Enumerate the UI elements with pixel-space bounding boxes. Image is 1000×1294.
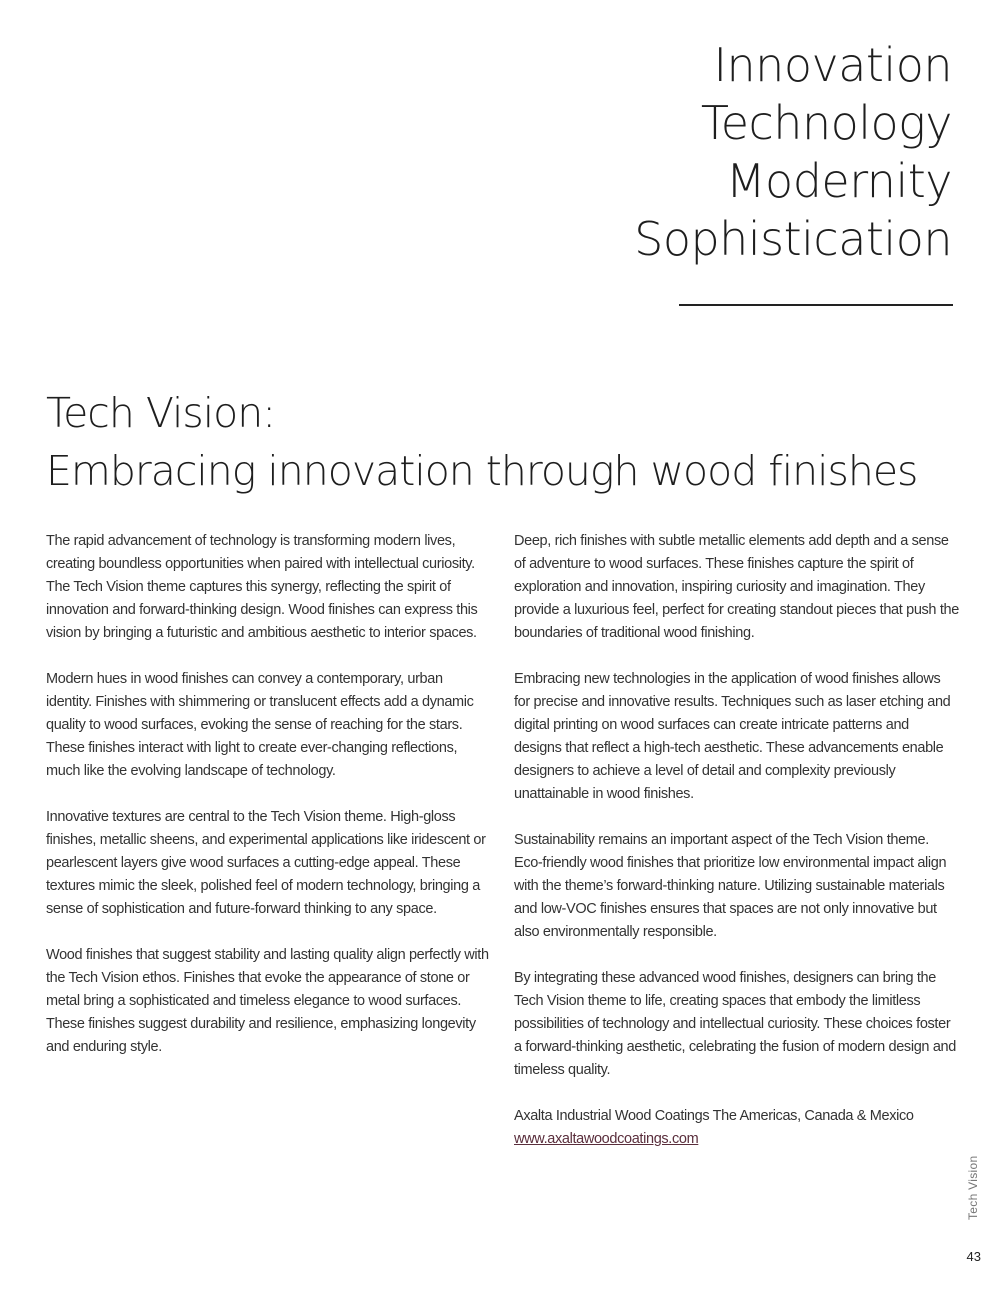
keyword-sophistication: Sophistication bbox=[634, 212, 952, 266]
paragraph: By integrating these advanced wood finishes, designers can bring the Tech Vision theme to life, creating spaces that embody the limitless possibilities of technology and intellectual curiosity. These choices foster a forward-thinking aesthetic, celebrating the fusion of modern design and timeless quality. bbox=[514, 970, 956, 1078]
page-number: 43 bbox=[966, 1249, 981, 1264]
keyword-innovation: Innovation bbox=[713, 38, 952, 92]
page-title bbox=[46, 384, 966, 500]
title-line-2: Embracing innovation through wood finishes bbox=[46, 447, 918, 495]
section-side-label: Tech Vision bbox=[966, 1155, 980, 1220]
paragraph: Sustainability remains an important aspect of the Tech Vision theme. Eco-friendly wood finishes that prioritize low environmental impact align with the theme’s forward-thinking nature. Utilizing sustainable materials and low-VOC finishes ensures that spaces are not only innovative but also environmentally responsible. bbox=[514, 832, 947, 940]
keyword-technology: Technology bbox=[700, 96, 952, 150]
paragraph: Deep, rich finishes with subtle metallic elements add depth and a sense of adventure to wood surfaces. These finishes capture the spirit of exploration and innovation, inspiring curiosity and imagination. They provide a luxurious feel, perfect for creating standout pieces that push the boundaries of traditional wood finishing. bbox=[514, 533, 959, 641]
keyword-list bbox=[634, 36, 952, 268]
credit-company: Axalta Industrial Wood Coatings The Americas, Canada & Mexico bbox=[514, 1108, 914, 1124]
paragraph: Embracing new technologies in the application of wood finishes allows for precise and innovative results. Techniques such as laser etching and digital printing on wood surfaces can create intricate patterns and designs that reflect a high-tech aesthetic. These advancements enable designers to achieve a level of detail and complexity previously unattainable in wood finishes. bbox=[514, 671, 951, 802]
website-link[interactable]: www.axaltawoodcoatings.com bbox=[514, 1131, 699, 1147]
keyword-modernity: Modernity bbox=[725, 154, 952, 208]
right-column bbox=[514, 530, 959, 1151]
paragraph: Wood finishes that suggest stability and lasting quality align perfectly with the Tech Vision ethos. Finishes that evoke the appearance of stone or metal bring a sophisticated and timeless elegance to wood surfaces. These finishes suggest durability and resilience, emphasizing longevity and enduring style. bbox=[46, 947, 489, 1055]
left-column bbox=[46, 530, 491, 1082]
paragraph: Innovative textures are central to the Tech Vision theme. High-gloss finishes, metallic sheens, and experimental applications like iridescent or pearlescent layers give wood surfaces a cutting-edge appeal. These textures mimic the sleek, polished feel of modern technology, bringing a sense of sophistication and future-forward thinking to any space. bbox=[46, 809, 486, 917]
paragraph: Modern hues in wood finishes can convey a contemporary, urban identity. Finishes with shimmering or translucent effects add a dynamic quality to wood surfaces, evoking the sense of reaching for the stars. These finishes interact with light to create ever-changing reflections, much like the evolving landscape of technology. bbox=[46, 671, 474, 779]
paragraph: The rapid advancement of technology is transforming modern lives, creating boundless opportunities when paired with intellectual curiosity. The Tech Vision theme captures this synergy, reflecting the spirit of innovation and forward-thinking design. Wood finishes can express this vision by bringing a futuristic and ambitious aesthetic to interior spaces. bbox=[46, 533, 478, 641]
title-line-1: Tech Vision: bbox=[46, 389, 276, 437]
credit-block bbox=[514, 1105, 959, 1151]
divider-rule bbox=[679, 304, 953, 306]
